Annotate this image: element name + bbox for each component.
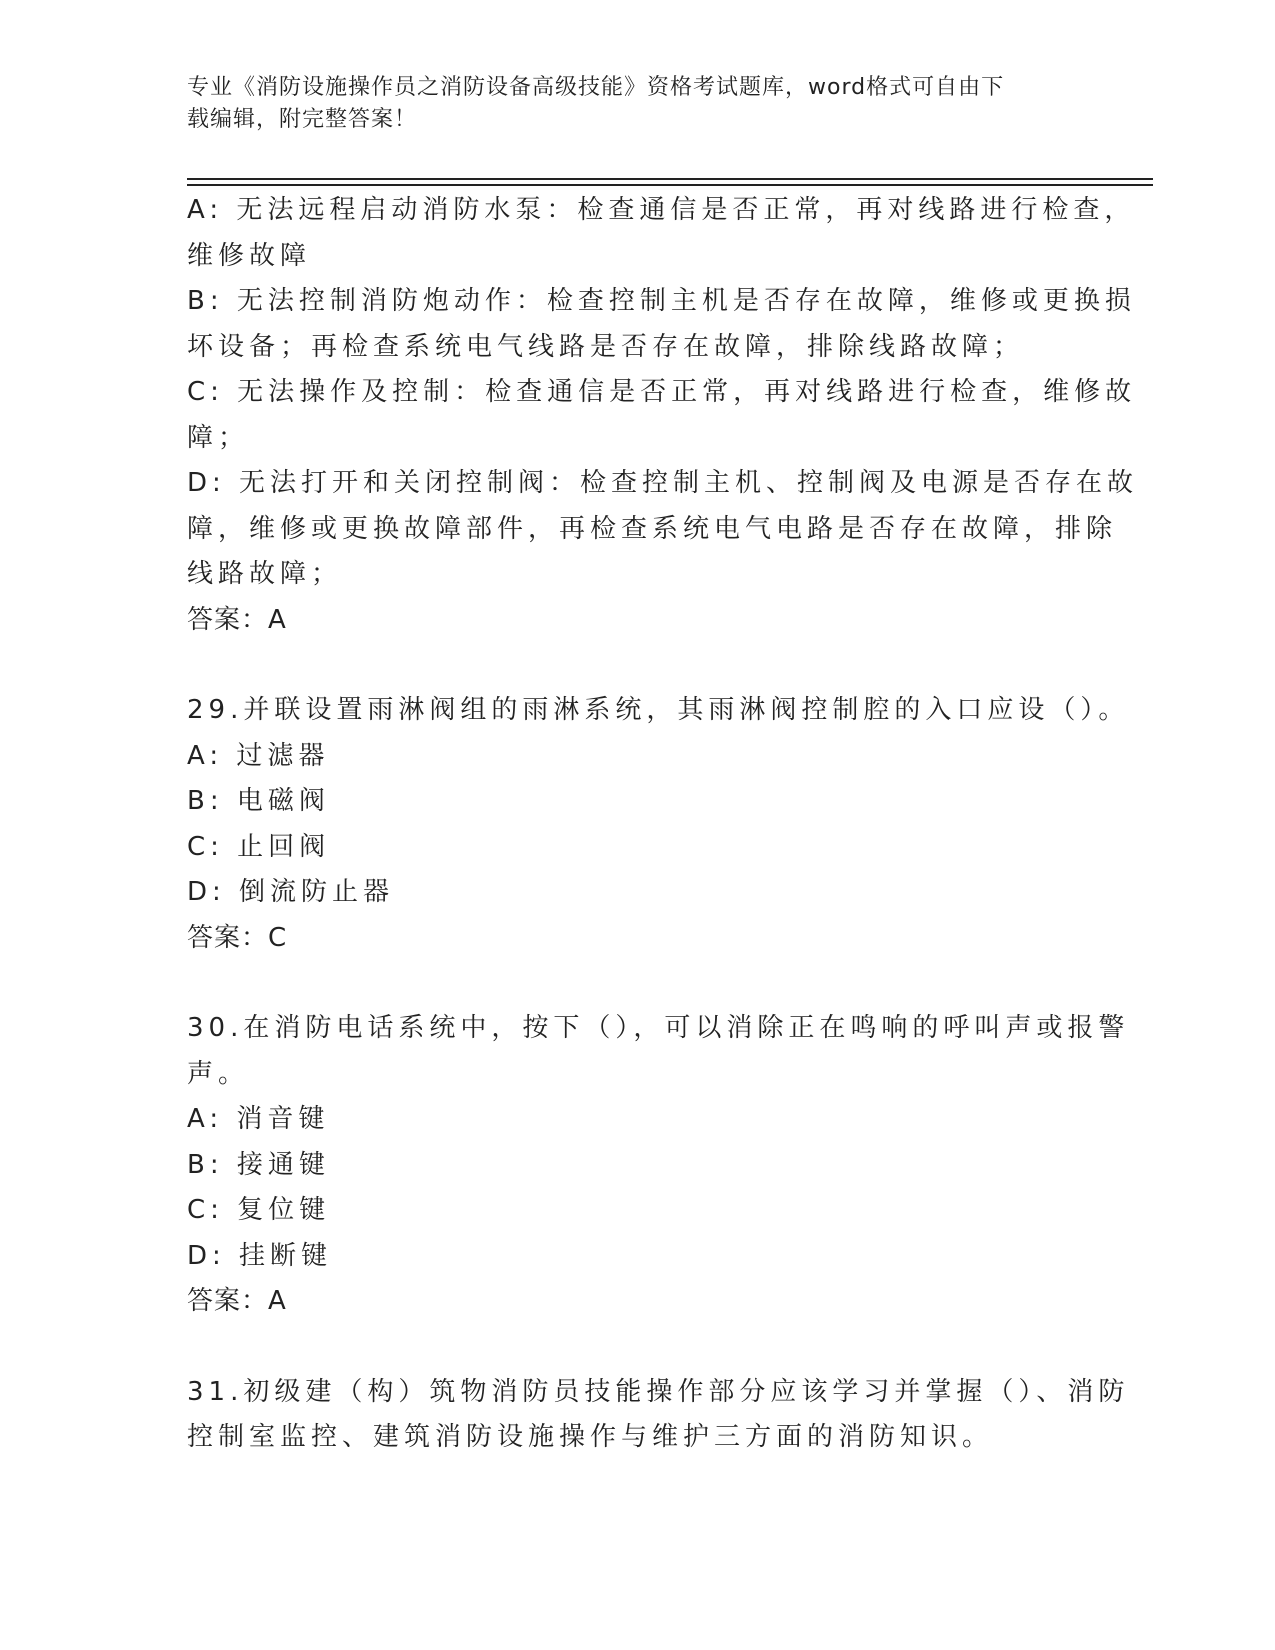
- q28-option-d-line-1: D: 无法打开和关闭控制阀：检查控制主机、控制阀及电源是否存在故: [187, 468, 1139, 498]
- q29-answer: 答案：C: [187, 922, 288, 953]
- q28-option-a-line-2: 维修故障: [187, 240, 312, 271]
- q31-block: [187, 1370, 1130, 1461]
- q29-option-a: A: 过滤器: [187, 740, 330, 771]
- question-content: [187, 188, 1139, 1461]
- q29-block: [187, 688, 1130, 961]
- q28-option-b-line-2: 坏设备；再检查系统电气线路是否存在故障，排除线路故障；: [187, 331, 1025, 362]
- spacer: [187, 643, 1087, 688]
- header-line-1: 专业《消防设施操作员之消防设备高级技能》资格考试题库，word格式可自由下: [187, 75, 1005, 100]
- q30-block: [187, 1006, 1130, 1325]
- q28-option-a-line-1: A: 无法远程启动消防水泵：检查通信是否正常，再对线路进行检查，: [187, 195, 1136, 225]
- q30-question-line-1: 30.在消防电话系统中，按下（），可以消除正在鸣响的呼叫声或报警: [187, 1013, 1130, 1043]
- q28-answer: 答案：A: [187, 604, 287, 635]
- header-line-2: 载编辑，附完整答案！: [187, 107, 418, 132]
- q31-question-line-1: 31.初级建（构）筑物消防员技能操作部分应该学习并掌握（）、消防: [187, 1376, 1130, 1407]
- q30-option-b: B: 接通键: [187, 1149, 330, 1180]
- q29-option-d: D: 倒流防止器: [187, 877, 395, 907]
- header-divider-top: [187, 178, 1153, 180]
- q28-option-c-line-1: C: 无法操作及控制：检查通信是否正常，再对线路进行检查，维修故: [187, 377, 1137, 407]
- q30-option-a: A: 消音键: [187, 1104, 330, 1134]
- q28-option-d-line-3: 线路故障；: [187, 559, 343, 589]
- q30-option-d: D: 挂断键: [187, 1240, 333, 1271]
- q28-option-c-line-2: 障；: [187, 422, 250, 453]
- spacer: [187, 1325, 1087, 1370]
- q28-option-b-line-1: B: 无法控制消防炮动作：检查控制主机是否存在故障，维修或更换损: [187, 286, 1136, 316]
- spacer: [187, 961, 1087, 1006]
- q29-option-c: C: 止回阀: [187, 831, 331, 862]
- q30-answer: 答案：A: [187, 1286, 287, 1316]
- q28-options: [187, 188, 1139, 643]
- q30-option-c: C: 复位键: [187, 1195, 331, 1225]
- document-header: [187, 72, 1067, 136]
- q30-question-line-2: 声。: [187, 1058, 250, 1089]
- q28-option-d-line-2: 障，维修或更换故障部件，再检查系统电气电路是否存在故障，排除: [187, 513, 1118, 544]
- q29-option-b: B: 电磁阀: [187, 786, 330, 816]
- header-divider-bottom: [187, 184, 1153, 186]
- q29-question: 29.并联设置雨淋阀组的雨淋系统，其雨淋阀控制腔的入口应设（）。: [187, 695, 1130, 725]
- q31-question-line-2: 控制室监控、建筑消防设施操作与维护三方面的消防知识。: [187, 1422, 994, 1452]
